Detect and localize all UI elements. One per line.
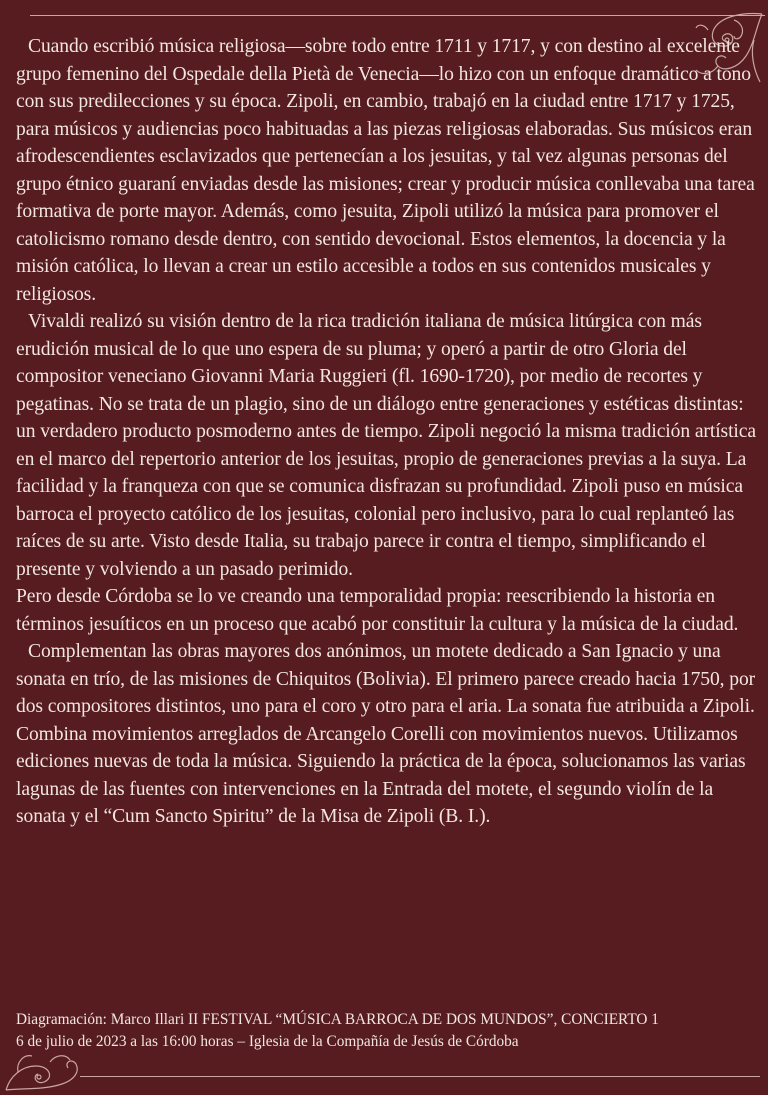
footer-credit-line: Diagramación: Marco Illari II FESTIVAL “MÚSICA BARROCA DE DOS MUNDOS”, CONCIERTO 1 — [16, 1011, 659, 1028]
filigree-ornament-icon — [4, 1050, 82, 1092]
credits-footer — [16, 1009, 761, 1053]
bottom-divider — [80, 1076, 760, 1077]
footer-date-line: 6 de julio de 2023 a las 16:00 horas – Iglesia de la Compañía de Jesús de Córdoba — [16, 1033, 519, 1050]
body-text — [16, 33, 761, 831]
paragraph: Pero desde Córdoba se lo ve creando una temporalidad propia: reescribiendo la historia en términos jesuíticos en un proceso que acabó por constituir la cultura y la música de la ciudad. — [16, 586, 739, 635]
paragraph: Complementan las obras mayores dos anónimos, un motete dedicado a San Ignacio y una sonata en trío, de las misiones de Chiquitos (Bolivia). El primero parece creado hacia 1750, por dos compositores distintos, uno para el coro y otro para el aria. La sonata fue atribuida a Zipoli. Combina movimientos arreglados de Arcangelo Corelli con movimientos nuevos. Utilizamos ediciones nuevas de toda la música. Siguiendo la práctica de la época, solucionamos las varias lagunas de las fuentes con intervenciones en la Entrada del motete, el segundo violín de la sonata y el “Cum Sancto Spiritu” de la Misa de Zipoli (B. I.). — [16, 641, 756, 827]
top-divider — [30, 15, 765, 16]
paragraph: Vivaldi realizó su visión dentro de la rica tradición italiana de música litúrgica con más erudición musical de lo que uno espera de su pluma; y operó a partir de otro Gloria del compositor veneciano Giovanni Maria Ruggieri (fl. 1690-1720), por medio de recortes y pegatinas. No se trata de un plagio, sino de un diálogo entre generaciones y estéticas distintas: un verdadero producto posmoderno antes de tiempo. Zipoli negoció la misma tradición artística en el marco del repertorio anterior de los jesuitas, propio de generaciones previas a la suya. La facilidad y la franqueza con que se comunica disfrazan su profundidad. Zipoli puso en música barroca el proyecto católico de los jesuitas, colonial pero inclusivo, para lo cual replanteó las raíces de su arte. Visto desde Italia, su trabajo parece ir contra el tiempo, simplificando el presente y volviendo a un pasado perimido. — [16, 311, 756, 580]
paragraph: Cuando escribió música religiosa—sobre todo entre 1711 y 1717, y con destino al excelente grupo femenino del Ospedale della Pietà de Venecia—lo hizo con un enfoque dramático a tono con sus predilecciones y su época. Zipoli, en cambio, trabajó en la ciudad entre 1717 y 1725, para músicos y audiencias poco habituadas a las piezas religiosas elaboradas. Sus músicos eran afrodescendientes esclavizados que pertenecían a los jesuitas, y tal vez algunas personas del grupo étnico guaraní enviadas desde las misiones; crear y producir música conllevaba una tarea formativa de porte mayor. Además, como jesuita, Zipoli utilizó la música para promover el catolicismo romano desde dentro, con sentido devocional. Estos elementos, la docencia y la misión católica, lo llevan a crear un estilo accesible a todos en sus contenidos musicales y religiosos. — [16, 36, 755, 305]
